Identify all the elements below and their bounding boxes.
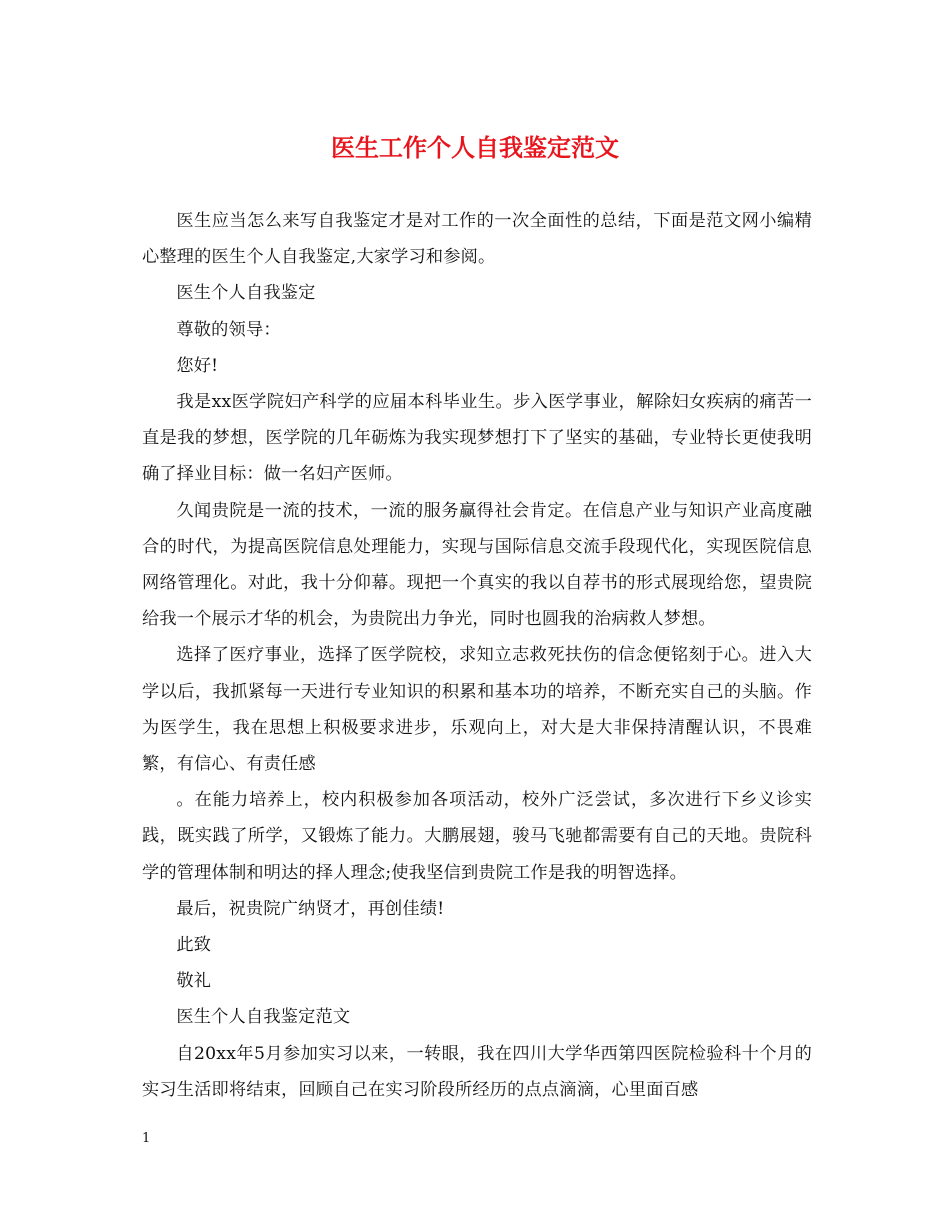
- body-paragraph-ability: 。在能力培养上，校内积极参加各项活动，校外广泛尝试，多次进行下乡义诊实践，既实践了所学，又锻炼了能力。大鹏展翅，骏马飞驰都需要有自己的天地。贵院科学的管理体制和明达的择人理念;使我坚信到贵院工作是我的明智选择。: [142, 790, 812, 883]
- body-paragraph-internship: 自20xx年5月参加实习以来，一转眼，我在四川大学华西第四医院检验科十个月的实习生活即将结束，回顾自己在实习阶段所经历的点点滴滴，心里面百感: [142, 1043, 812, 1100]
- intro-paragraph: 医生应当怎么来写自我鉴定才是对工作的一次全面性的总结，下面是范文网小编精心整理的医生个人自我鉴定,大家学习和参阅。: [142, 211, 812, 268]
- body-paragraph-hospital: 久闻贵院是一流的技术，一流的服务赢得社会肯定。在信息产业与知识产业高度融合的时代，为提高医院信息处理能力，实现与国际信息交流手段现代化，实现医院信息网络管理化。对此，我十分仰幕。现把一个真实的我以自荐书的形式展现给您，望贵院给我一个展示才华的机会，为贵院出力争光，同时也圆我的治病救人梦想。: [142, 500, 812, 630]
- section-heading-sample: 医生个人自我鉴定范文: [176, 1007, 351, 1028]
- closing-jing-li: 敬礼: [176, 971, 212, 992]
- closing-wish: 最后，祝贵院广纳贤才，再创佳绩!: [176, 898, 445, 919]
- salutation: 尊敬的领导：: [176, 319, 281, 340]
- document-title: 医生工作个人自我鉴定范文: [331, 133, 619, 162]
- body-paragraph-medical-career: 选择了医疗事业，选择了医学院校，求知立志救死扶伤的信念便铭刻于心。进入大学以后，我抓紧每一天进行专业知识的积累和基本功的培养，不断充实自己的头脑。作为医学生，我在思想上积极要求进步，乐观向上，对大是大非保持清醒认识，不畏难繁，有信心、有责任感: [142, 645, 812, 775]
- closing-ci-zhi: 此致: [176, 935, 212, 956]
- body-paragraph-intro-self: 我是xx医学院妇产科学的应届本科毕业生。步入医学事业，解除妇女疾病的痛苦一直是我的梦想，医学院的几年砺炼为我实现梦想打下了坚实的基础，专业特长更使我明确了择业目标：做一名妇产医师。: [142, 392, 812, 485]
- page-number: 1: [142, 1131, 151, 1146]
- section-heading-self-evaluation: 医生个人自我鉴定: [176, 283, 316, 304]
- document-body: [142, 203, 812, 1108]
- greeting: 您好!: [176, 355, 219, 376]
